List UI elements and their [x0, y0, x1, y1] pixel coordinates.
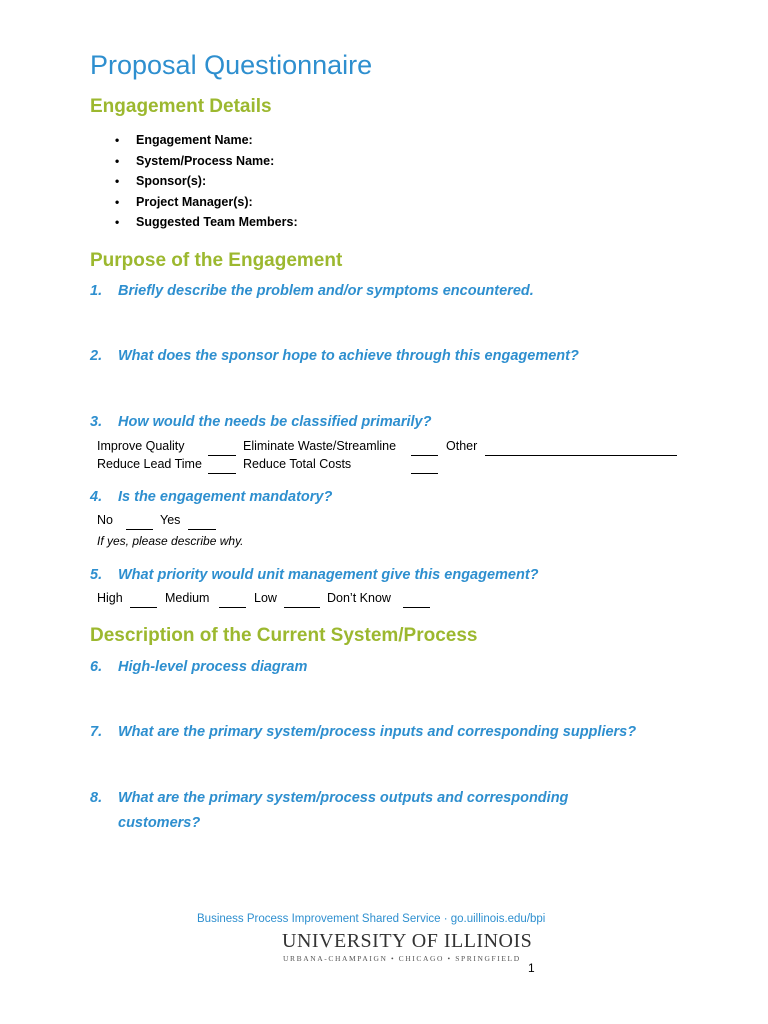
- option-dont-know-label: Don’t Know: [327, 591, 391, 605]
- yes-blank[interactable]: [188, 529, 216, 530]
- question-text: High-level process diagram: [118, 659, 308, 675]
- improve-quality-blank[interactable]: [208, 455, 236, 456]
- no-blank[interactable]: [126, 529, 153, 530]
- bullet-icon: •: [115, 215, 120, 229]
- question-text: How would the needs be classified primarily?: [118, 414, 432, 430]
- question-number: 4.: [90, 489, 103, 505]
- question-5: [90, 567, 539, 583]
- reduce-total-costs-blank[interactable]: [411, 473, 438, 474]
- section-heading-description: Description of the Current System/Process: [90, 625, 478, 646]
- question-number: 1.: [90, 283, 103, 299]
- option-reduce-lead-time-label: Reduce Lead Time: [97, 457, 202, 471]
- university-campuses: URBANA-CHAMPAIGN • CHICAGO • SPRINGFIELD: [283, 954, 521, 963]
- page-number: 1: [528, 961, 535, 975]
- bullet-icon: •: [115, 153, 120, 168]
- university-logo-wordmark: UNIVERSITY OF ILLINOIS: [282, 930, 533, 952]
- list-item: [115, 215, 298, 229]
- question-text: What are the primary system/process inputs and corresponding suppliers?: [118, 724, 637, 740]
- section-heading-purpose: Purpose of the Engagement: [90, 250, 343, 271]
- question-7: [90, 724, 636, 740]
- list-item-label: Project Manager(s):: [136, 194, 253, 209]
- section-heading-engagement-details: Engagement Details: [90, 96, 272, 117]
- question-text: What are the primary system/process outputs and corresponding: [118, 790, 569, 806]
- option-high-label: High: [97, 591, 123, 605]
- high-blank[interactable]: [130, 607, 157, 608]
- question-6: [90, 659, 307, 675]
- question-1: [90, 283, 534, 299]
- list-item-label: Suggested Team Members:: [136, 215, 298, 229]
- question-number: 2.: [90, 348, 103, 364]
- bullet-icon: •: [115, 133, 120, 147]
- question-3: [90, 414, 431, 430]
- question-4: [90, 489, 332, 505]
- list-item-label: Engagement Name:: [136, 133, 253, 147]
- option-no-label: No: [97, 513, 113, 527]
- list-item-label: Sponsor(s):: [136, 174, 207, 188]
- list-item: [115, 153, 275, 168]
- question-number: 7.: [90, 724, 103, 740]
- question-number: 8.: [90, 790, 103, 806]
- option-improve-quality-label: Improve Quality: [97, 439, 185, 453]
- question-2: [90, 348, 579, 364]
- bullet-icon: •: [115, 194, 120, 209]
- list-item: [115, 174, 207, 188]
- question-number: 3.: [90, 414, 103, 430]
- question-text: Briefly describe the problem and/or symptoms encountered.: [118, 283, 534, 299]
- medium-blank[interactable]: [219, 607, 246, 608]
- page-title: Proposal Questionnaire: [90, 50, 373, 80]
- option-medium-label: Medium: [165, 591, 210, 605]
- question-text: What does the sponsor hope to achieve through this engagement?: [118, 348, 579, 364]
- list-item: [115, 194, 253, 209]
- reduce-lead-time-blank[interactable]: [208, 473, 236, 474]
- question-text: Is the engagement mandatory?: [118, 489, 333, 505]
- option-eliminate-waste-label: Eliminate Waste/Streamline: [243, 439, 397, 453]
- question-8: [90, 790, 568, 806]
- q4-note: If yes, please describe why.: [97, 534, 244, 548]
- option-reduce-total-costs-label: Reduce Total Costs: [243, 457, 352, 471]
- list-item-label: System/Process Name:: [136, 153, 275, 168]
- footer-service-line: Business Process Improvement Shared Service · go.uillinois.edu/bpi: [197, 913, 546, 925]
- question-number: 6.: [90, 659, 103, 675]
- list-item: [115, 133, 253, 147]
- other-blank[interactable]: [485, 455, 677, 456]
- option-yes-label: Yes: [160, 513, 181, 527]
- low-blank[interactable]: [284, 607, 320, 608]
- question-text: What priority would unit management give this engagement?: [118, 567, 539, 583]
- option-low-label: Low: [254, 591, 277, 605]
- dont-know-blank[interactable]: [403, 607, 430, 608]
- question-8-continued: customers?: [118, 815, 201, 831]
- eliminate-waste-blank[interactable]: [411, 455, 438, 456]
- question-number: 5.: [90, 567, 103, 583]
- option-other-label: Other: [446, 439, 478, 453]
- bullet-icon: •: [115, 174, 120, 188]
